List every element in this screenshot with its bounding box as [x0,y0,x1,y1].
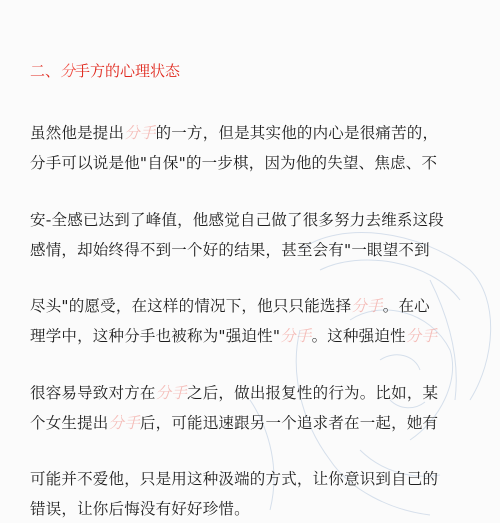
watermark-text: 分手 [351,297,383,315]
text-segment: 很容易导致对方在 [30,384,156,402]
section-heading-prefix: 二、 [30,62,61,80]
text-segment: 感情，却始终得不到一个好的结果，甚至会有"一眼望不到 [30,241,430,259]
text-segment: 理学中，这种分手也被称为"强迫性" [30,327,281,345]
text-segment: 虽然他是提出 [30,124,125,142]
text-line [30,411,438,435]
watermark-text: 分手 [405,327,438,345]
text-segment: 。这种强迫性 [311,327,406,345]
section-heading-stylized-char: 分 [60,62,76,80]
text-segment: 尽头"的愿受，在这样的情况下，他只只能选择 [30,297,352,315]
watermark-text: 分手 [280,327,312,345]
text-line [30,381,438,405]
text-line [30,208,444,232]
text-segment: 错误，让你后悔没有好好珍惜。 [30,500,250,518]
text-segment: 的一方，但是其实他的内心是很痛苦的， [155,124,439,142]
text-segment: 安-全感已达到了峰值，他感觉自己做了很多努力去维系这段 [30,211,444,229]
section-heading [30,60,180,82]
text-line [30,467,438,491]
text-segment: 。在心 [382,297,430,315]
text-line [30,497,250,521]
text-segment: 之后，做出报复性的行为。比如，某 [187,384,439,402]
text-line [30,121,438,145]
watermark-text: 分手 [108,414,140,432]
text-line [30,294,430,318]
text-segment: 后，可能迅速跟另一个追求者在一起，她有 [139,414,439,432]
text-line [30,238,430,262]
text-segment: 个女生提出 [30,414,109,432]
text-line [30,151,437,175]
text-segment: 分手可以说是他"自保"的一步棋，因为他的失望、焦虑、不 [30,154,438,172]
text-segment: 可能并不爱他，只是用这种汲端的方式，让你意识到自己的 [30,470,439,488]
watermark-text: 分手 [124,124,156,142]
section-heading-rest: 手方的心理状态 [75,62,181,80]
watermark-text: 分手 [155,384,188,402]
text-line [30,324,437,348]
